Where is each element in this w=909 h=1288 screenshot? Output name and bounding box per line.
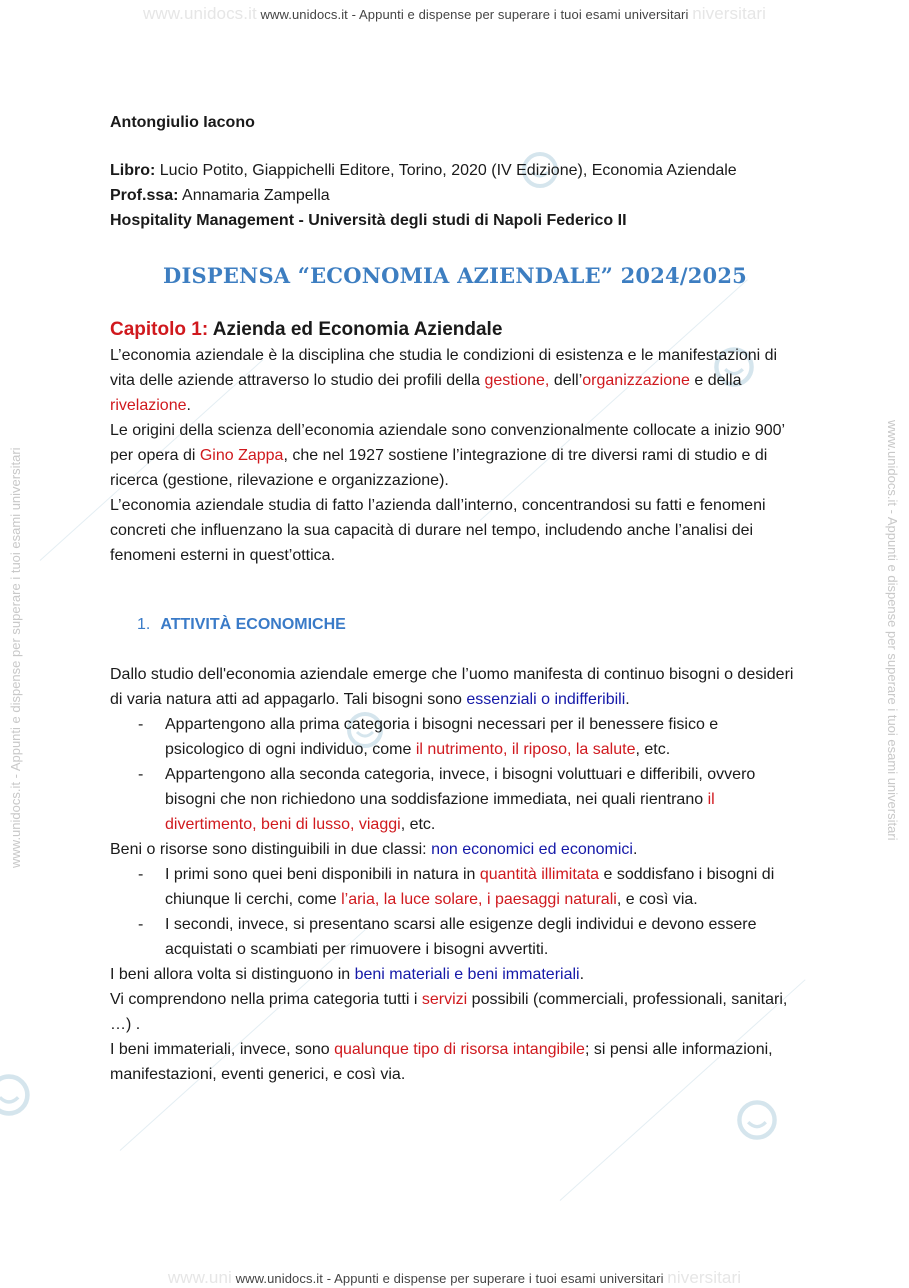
text-run: . — [579, 966, 585, 983]
dash-bullet: - — [138, 766, 144, 783]
unidocs-smiley-icon — [735, 1098, 779, 1142]
chapter-label: Capitolo 1: — [110, 319, 209, 340]
section-paragraph-3 — [110, 962, 800, 987]
text-run: Beni o risorse sono distinguibili in due classi: — [110, 841, 432, 858]
highlight-intangibile: qualunque tipo di risorsa intangibile — [334, 1041, 585, 1058]
text-run: dell’ — [549, 372, 583, 389]
needs-list — [110, 712, 800, 837]
watermark-side-right: www.unidocs.it - Appunti e dispense per superare i tuoi esami universitari — [885, 420, 900, 841]
text-run: , e così via. — [616, 891, 698, 908]
author-name: Antongiulio Iacono — [110, 114, 255, 131]
watermark-footer-ghost-right: niversitari — [667, 1268, 742, 1287]
text-run: I beni immateriali, invece, sono — [110, 1041, 335, 1058]
course-line: Hospitality Management - Università degli studi di Napoli Federico II — [110, 212, 627, 229]
text-run: . — [186, 397, 191, 414]
intro-paragraph-2 — [110, 418, 800, 493]
text-run: possibili (commerciali, professionali, sanitari, …) . — [110, 991, 788, 1033]
dash-bullet: - — [138, 716, 144, 733]
text-run: e della — [689, 372, 742, 389]
watermark-side-left: www.unidocs.it - Appunti e dispense per superare i tuoi esami universitari — [8, 447, 23, 868]
watermark-ghost-right: niversitari — [692, 4, 767, 23]
highlight-organizzazione: organizzazione — [582, 372, 690, 389]
text-run: I beni allora volta si distinguono in — [110, 966, 355, 983]
list-item — [110, 862, 800, 912]
text-run: Dallo studio dell'economia aziendale emerge che l’uomo manifesta di continuo bisogni o desideri di varia natura atti ad appagarlo. Tali bisogni sono — [110, 666, 794, 708]
document-body — [110, 110, 800, 1087]
highlight-aria: l’aria, la luce solare, i paesaggi naturali — [341, 891, 617, 908]
section-paragraph-1 — [110, 662, 800, 712]
text-run: e soddisfano i bisogni di chiunque li cerchi, come — [165, 866, 775, 908]
list-item — [110, 712, 800, 762]
section-heading — [137, 612, 800, 637]
text-run: . — [625, 691, 630, 708]
text-run: Appartengono alla seconda categoria, invece, i bisogni voluttuari e differibili, ovvero bisogni che non richiedono una soddisfazione immediata, nei quali rientrano — [165, 766, 756, 808]
highlight-needs-primary: il nutrimento, il riposo, la salute — [415, 741, 636, 758]
highlight-essenziali: essenziali o indifferibili — [466, 691, 626, 708]
intro-paragraph-3: L’economia aziendale studia di fatto l’azienda dall’interno, concentrandosi su fatti e fenomeni concreti che influenzano la sua capacità di durare nel tempo, includendo anche l’analisi dei fenomeni esterni in quest’ottica. — [110, 497, 766, 564]
prof-line — [110, 183, 800, 208]
text-run: Appartengono alla prima categoria i bisogni necessari per il benessere fisico e psicologico di ogni individuo, come — [165, 716, 719, 758]
section-title: ATTIVITÀ ECONOMICHE — [160, 616, 346, 633]
watermark-footer — [0, 1268, 909, 1288]
text-run: I secondi, invece, si presentano scarsi alle esigenze degli individui e devono essere acquistati o scambiati per rimuovere i bisogni avvertiti. — [165, 916, 757, 958]
section-paragraph-2 — [110, 837, 800, 862]
watermark-header — [0, 4, 909, 24]
intro-paragraph-1 — [110, 343, 800, 418]
text-run: I primi sono quei beni disponibili in natura in — [165, 866, 480, 883]
highlight-gestione: gestione, — [484, 372, 550, 389]
highlight-gino-zappa: Gino Zappa — [199, 447, 284, 464]
text-run: , etc. — [400, 816, 436, 833]
document-title: DISPENSA “ECONOMIA AZIENDALE” 2024/2025 — [163, 263, 747, 288]
prof-value: Annamaria Zampella — [178, 187, 330, 204]
section-number: 1. — [137, 616, 151, 633]
section-paragraph-4 — [110, 987, 800, 1037]
highlight-rivelazione: rivelazione — [110, 397, 187, 414]
chapter-name: Azienda ed Economia Aziendale — [208, 319, 503, 340]
text-run: , che nel 1927 sostiene l’integrazione di tre diversi rami di studio e di ricerca (gestione, rilevazione e organizzazione). — [110, 447, 768, 489]
dash-bullet: - — [138, 866, 144, 883]
dash-bullet: - — [138, 916, 144, 933]
watermark-footer-text: www.unidocs.it - Appunti e dispense per superare i tuoi esami universitari — [235, 1271, 664, 1286]
book-label: Libro: — [110, 162, 156, 179]
section-paragraph-5 — [110, 1037, 800, 1087]
book-value: Lucio Potito, Giappichelli Editore, Torino, 2020 (IV Edizione), Economia Aziendale — [155, 162, 737, 179]
prof-label: Prof.ssa: — [110, 187, 179, 204]
document-meta — [110, 158, 800, 233]
text-run: ; si pensi alle informazioni, manifestazioni, eventi generici, e così via. — [110, 1041, 773, 1083]
text-run: . — [632, 841, 638, 858]
watermark-header-text: www.unidocs.it - Appunti e dispense per superare i tuoi esami universitari — [260, 7, 689, 22]
text-run: , etc. — [635, 741, 671, 758]
book-line — [110, 158, 800, 183]
list-item — [110, 912, 800, 962]
text-run: L’economia aziendale è la disciplina che studia le condizioni di esistenza e le manifestazioni di vita delle aziende attraverso lo studio dei profili della — [110, 347, 778, 389]
text-run: Le origini della scienza dell’economia aziendale sono convenzionalmente collocate a inizio 900’ per opera di — [110, 422, 785, 464]
highlight-quantita: quantità illimitata — [479, 866, 600, 883]
highlight-classi: non economici ed economici — [431, 841, 633, 858]
watermark-footer-ghost: www.uni — [167, 1268, 232, 1287]
chapter-heading — [110, 317, 800, 343]
unidocs-smiley-icon — [0, 1072, 32, 1118]
text-run: Vi comprendono nella prima categoria tutti i — [110, 991, 422, 1008]
goods-list — [110, 862, 800, 962]
highlight-beni: beni materiali e beni immateriali — [354, 966, 580, 983]
watermark-ghost-left: www.unidocs.it — [142, 4, 257, 23]
highlight-needs-secondary: il divertimento, beni di lusso, viaggi — [165, 791, 715, 833]
highlight-servizi: servizi — [421, 991, 468, 1008]
list-item — [110, 762, 800, 837]
